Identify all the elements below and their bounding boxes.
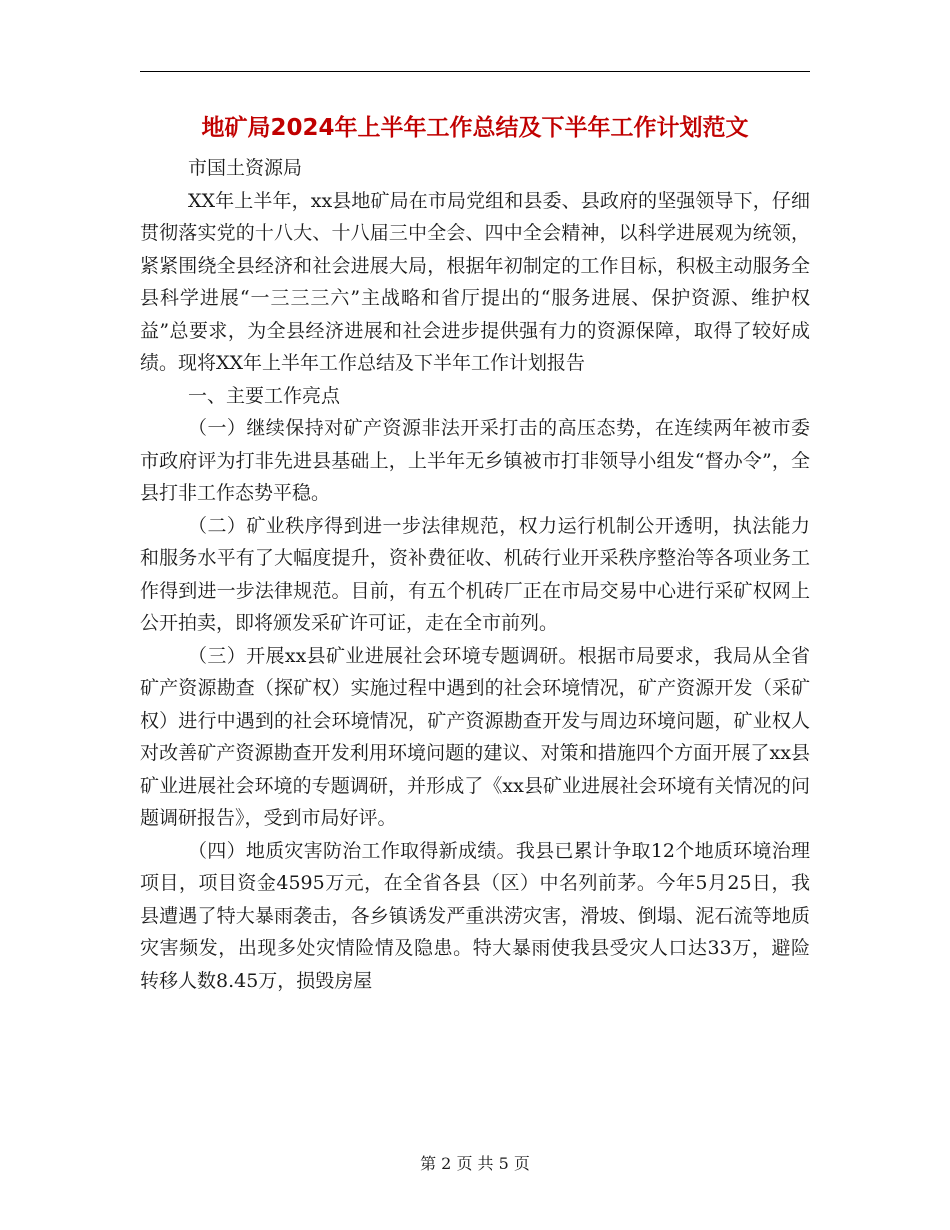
body-paragraph: （二）矿业秩序得到进一步法律规范，权力运行机制公开透明，执法能力和服务水平有了大幅度提升，资补费征收、机砖行业开采秩序整治等各项业务工作得到进一步法律规范。目前，有五个机砖厂正在市局交易中心进行采矿权网上公开拍卖，即将颁发采矿许可证，走在全市前列。 bbox=[140, 514, 810, 634]
page-number-footer: 第 2 页 共 5 页 bbox=[420, 1154, 530, 1173]
header-rule bbox=[140, 71, 810, 72]
document-title: 地矿局2024年上半年工作总结及下半年工作计划范文 bbox=[201, 115, 749, 141]
document-body bbox=[140, 152, 810, 997]
body-paragraph: （三）开展xx县矿业进展社会环境专题调研。根据市局要求，我局从全省矿产资源勘查（探矿权）实施过程中遇到的社会环境情况，矿产资源开发（采矿权）进行中遇到的社会环境情况，矿产资源勘查开发与周边环境问题，矿业权人对改善矿产资源勘查开发利用环境问题的建议、对策和措施四个方面开展了xx县矿业进展社会环境的专题调研，并形成了《xx县矿业进展社会环境有关情况的问题调研报告》，受到市局好评。 bbox=[140, 644, 810, 829]
author-line: 市国土资源局 bbox=[188, 157, 303, 179]
intro-paragraph: XX年上半年，xx县地矿局在市局党组和县委、县政府的坚强领导下，仔细贯彻落实党的十八大、十八届三中全会、四中全会精神，以科学进展观为统领，紧紧围绕全县经济和社会进展大局，根据年初制定的工作目标，积极主动服务全县科学进展“一三三三六”主战略和省厅提出的“服务进展、保护资源、维护权益”总要求，为全县经济进展和社会进步提供强有力的资源保障，取得了较好成绩。现将XX年上半年工作总结及下半年工作计划报告 bbox=[140, 189, 810, 374]
body-paragraph: （四）地质灾害防治工作取得新成绩。我县已累计争取12个地质环境治理项目，项目资金4595万元，在全省各县（区）中名列前茅。今年5月25日，我县遭遇了特大暴雨袭击，各乡镇诱发严重洪涝灾害，滑坡、倒塌、泥石流等地质灾害频发，出现多处灾情险情及隐患。特大暴雨使我县受灾人口达33万，避险转移人数8.45万，损毁房屋 bbox=[140, 839, 810, 992]
section-heading: 一、主要工作亮点 bbox=[188, 384, 341, 407]
body-paragraph: （一）继续保持对矿产资源非法开采打击的高压态势，在连续两年被市委市政府评为打非先进县基础上，上半年无乡镇被市打非领导小组发“督办令”，全县打非工作态势平稳。 bbox=[140, 417, 810, 504]
